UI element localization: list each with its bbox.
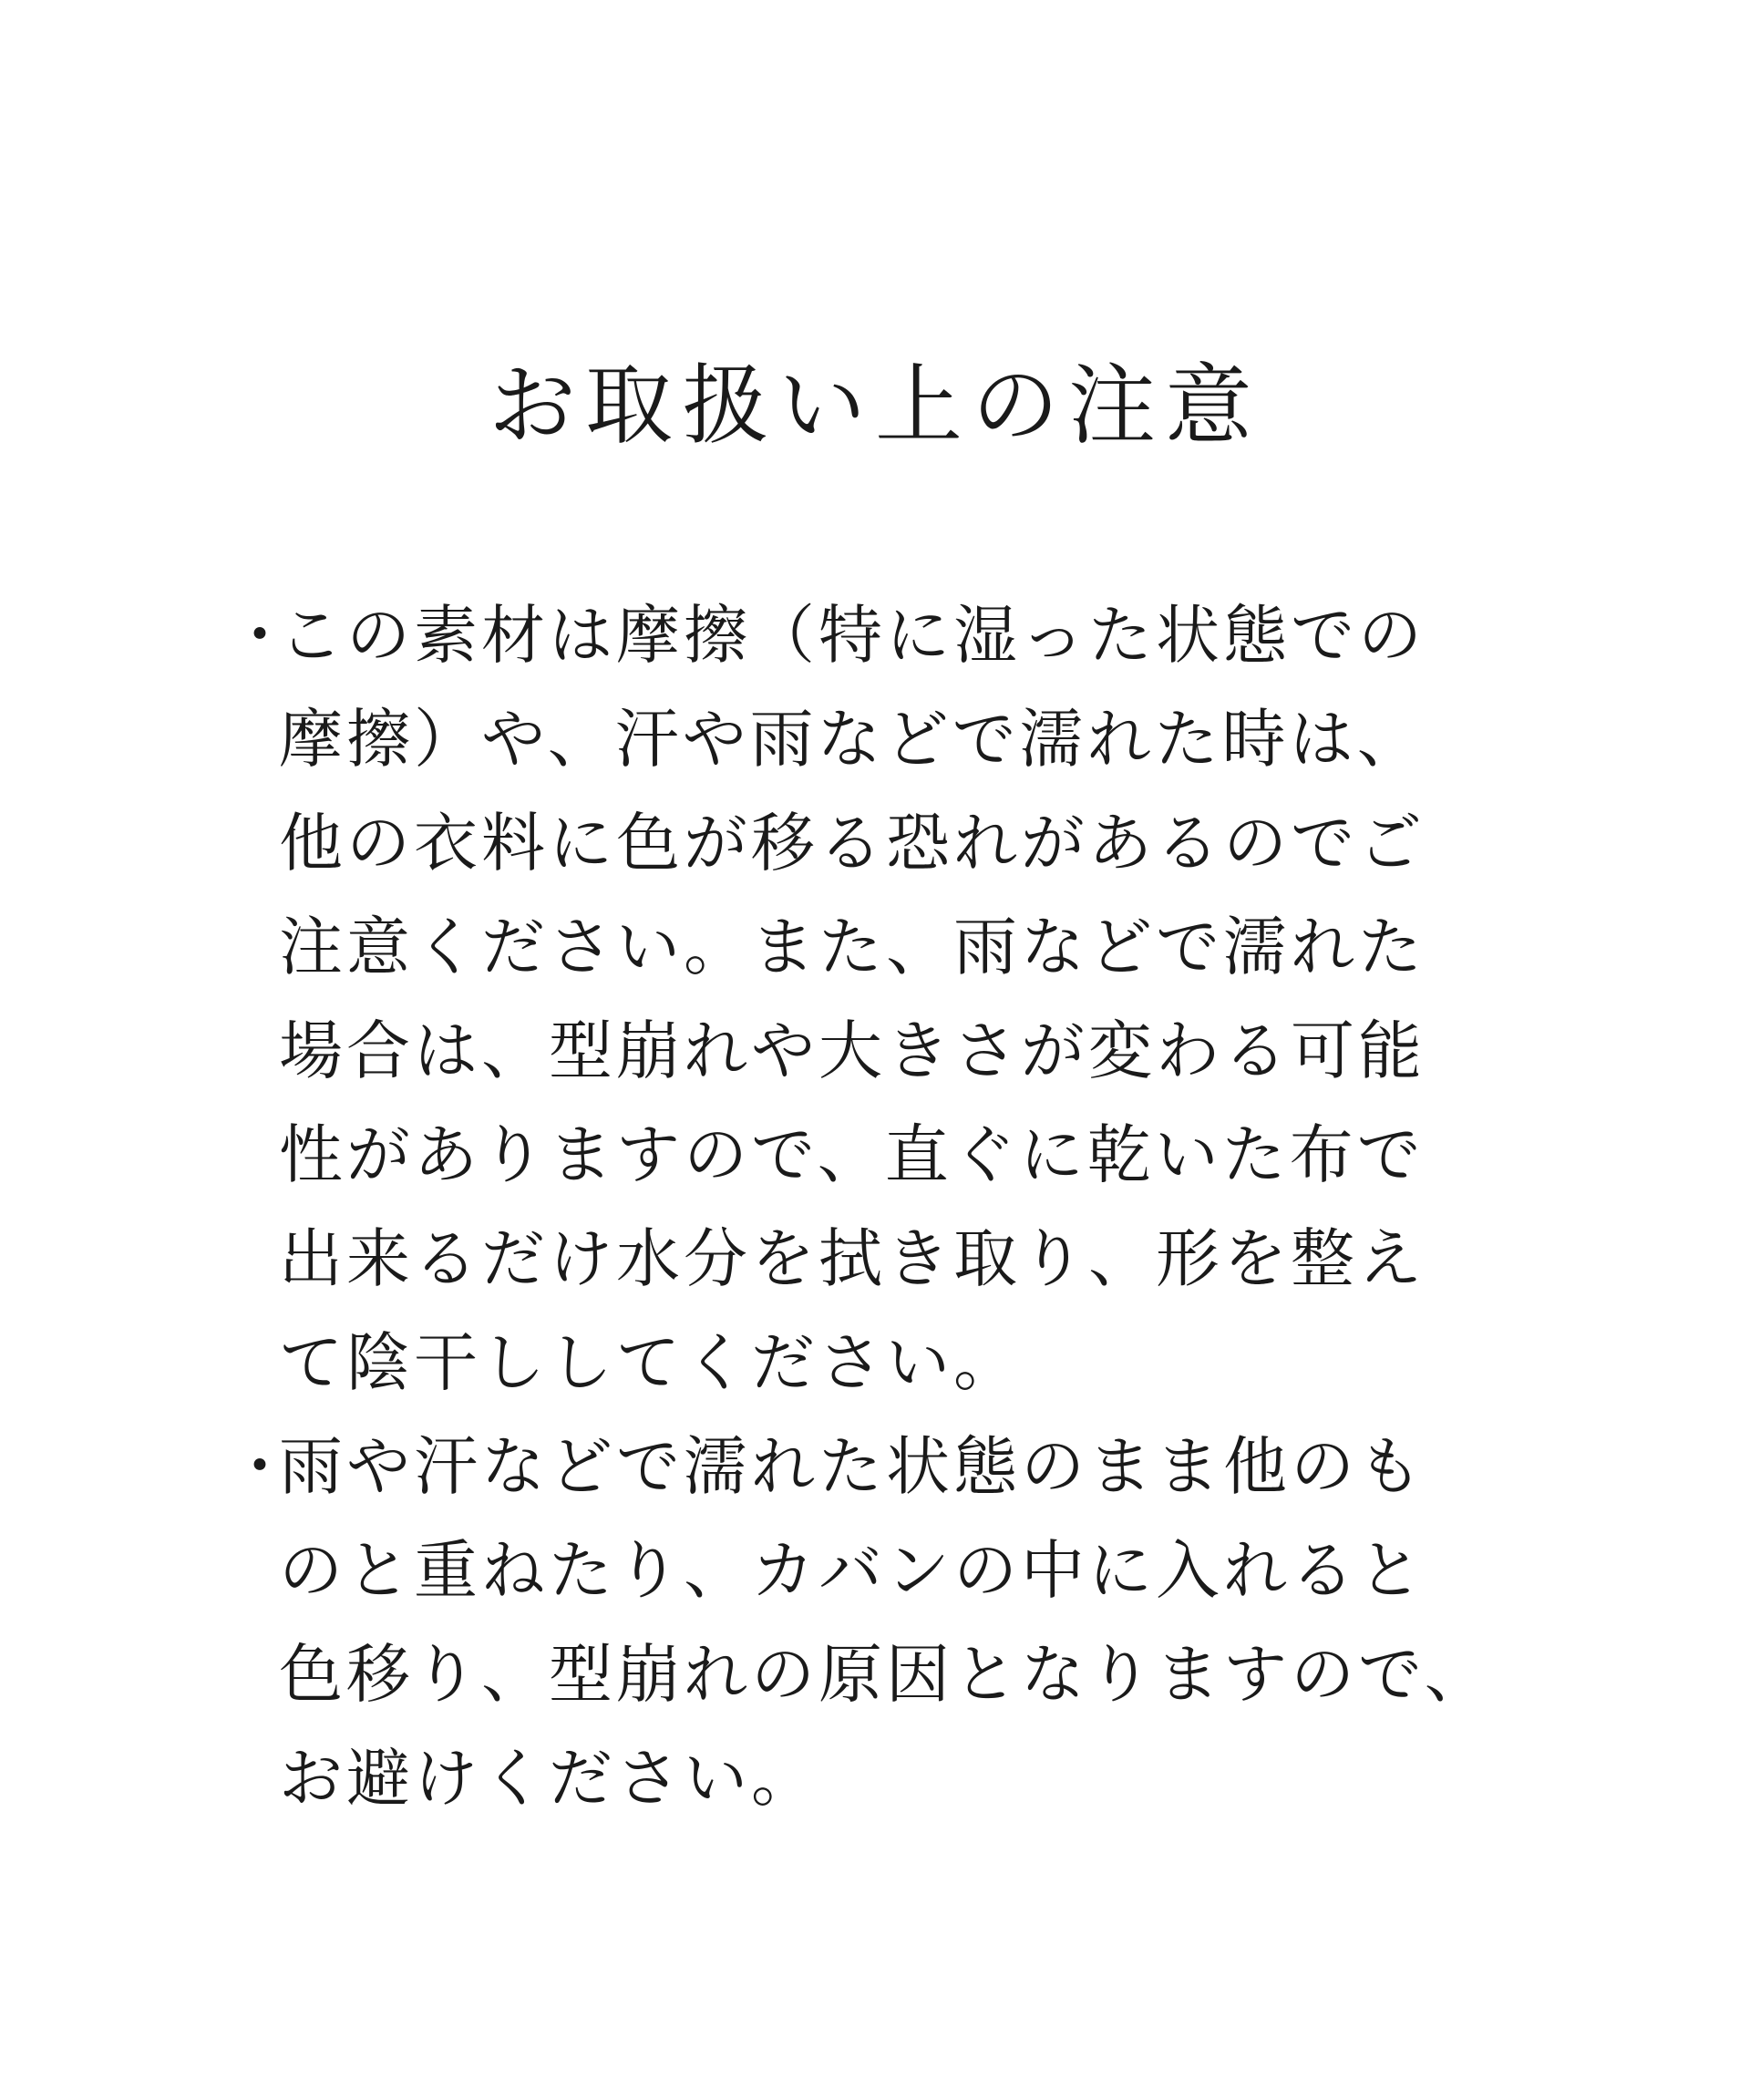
note-line: 他の衣料に色が移る恐れがあるのでご (279, 806, 1426, 880)
note-line: この素材は摩擦（特に湿った状態での (279, 598, 1426, 673)
note-item-2 (219, 1415, 1586, 1830)
note-line: のと重ねたり、カバンの中に入れると (279, 1533, 1426, 1608)
note-line: て陰干ししてください。 (279, 1325, 1021, 1400)
note-line: 出来るだけ水分を拭き取り、形を整え (279, 1221, 1426, 1296)
bullet-icon: ・ (228, 598, 292, 673)
note-line: 注意ください。また、雨などで濡れた (279, 910, 1426, 984)
note-line: 雨や汗などで濡れた状態のまま他のも (279, 1429, 1426, 1504)
bullet-icon: ・ (228, 1429, 292, 1504)
note-line: 色移り、型崩れの原因となりますので、 (279, 1637, 1492, 1712)
note-line: 摩擦）や、汗や雨などで濡れた時は、 (279, 702, 1425, 777)
note-line: 性がありますので、直ぐに乾いた布で (279, 1117, 1425, 1192)
page-title: お取扱い上の注意 (489, 355, 1261, 457)
note-line: お避けください。 (279, 1741, 818, 1816)
note-item-1 (219, 583, 1586, 1415)
notes-list (219, 583, 1586, 1830)
note-line: 場合は、型崩れや大きさが変わる可能 (279, 1014, 1426, 1088)
